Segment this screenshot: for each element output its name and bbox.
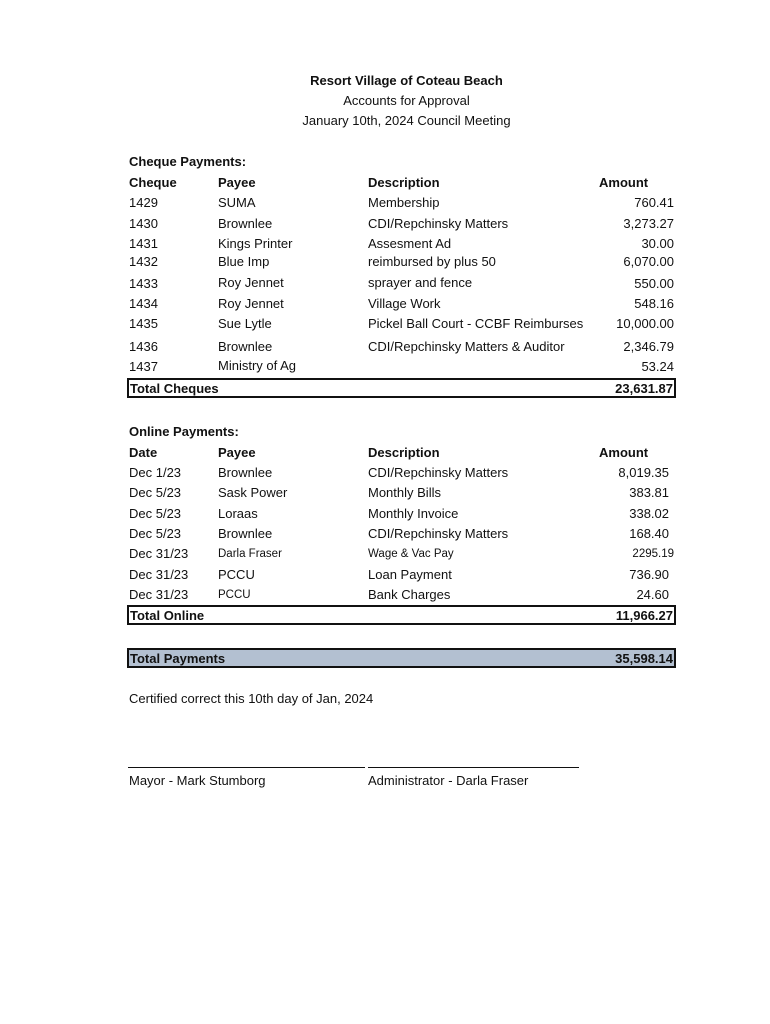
- online-description: Wage & Vac Pay: [368, 548, 454, 560]
- total-payments-label: Total Payments: [130, 651, 226, 666]
- cheque-number: 1432: [129, 254, 158, 269]
- cheque-payee: Roy Jennet: [218, 275, 284, 290]
- online-payee: Loraas: [218, 506, 258, 521]
- description-column-header: Description: [368, 445, 440, 460]
- cheque-description: reimbursed by plus 50: [368, 254, 496, 269]
- date-column-header: Date: [129, 445, 158, 460]
- cheque-amount: 2,346.79: [623, 339, 674, 354]
- cheque-payee: Blue Imp: [218, 254, 270, 269]
- cheque-description: Membership: [368, 195, 440, 210]
- total-online-label: Total Online: [130, 608, 205, 623]
- document-subtitle: Accounts for Approval: [343, 93, 470, 108]
- online-description: Loan Payment: [368, 567, 452, 582]
- online-description: CDI/Repchinsky Matters: [368, 526, 509, 541]
- online-amount: 8,019.35: [618, 465, 669, 480]
- certification-statement: Certified correct this 10th day of Jan, 2024: [129, 691, 374, 706]
- cheque-amount: 3,273.27: [623, 216, 674, 231]
- cheque-number: 1431: [129, 236, 158, 251]
- mayor-signature-label: Mayor - Mark Stumborg: [129, 773, 266, 788]
- online-payee: PCCU: [218, 589, 251, 601]
- cheque-amount: 760.41: [634, 195, 674, 210]
- total-payments-value: 35,598.14: [615, 651, 673, 666]
- cheque-payee: Roy Jennet: [218, 296, 284, 311]
- payment-date: Dec 5/23: [129, 506, 182, 521]
- cheque-description: Village Work: [368, 296, 441, 311]
- online-payee: Sask Power: [218, 485, 288, 500]
- meeting-date: January 10th, 2024 Council Meeting: [302, 113, 511, 128]
- administrator-signature-line: [368, 767, 579, 768]
- online-amount: 168.40: [629, 526, 669, 541]
- payment-date: Dec 31/23: [129, 587, 189, 602]
- payment-date: Dec 5/23: [129, 485, 182, 500]
- online-payee: Brownlee: [218, 465, 273, 480]
- cheque-amount: 53.24: [641, 359, 674, 374]
- cheque-description: Pickel Ball Court - CCBF Reimburses: [368, 316, 584, 331]
- payment-date: Dec 5/23: [129, 526, 182, 541]
- cheque-number: 1437: [129, 359, 158, 374]
- mayor-signature-line: [128, 767, 365, 768]
- cheque-amount: 550.00: [634, 276, 674, 291]
- payee-column-header: Payee: [218, 175, 256, 190]
- cheque-payee: Brownlee: [218, 216, 273, 231]
- cheque-column-header: Cheque: [129, 175, 177, 190]
- online-amount: 736.90: [629, 567, 669, 582]
- total-online-row: [127, 605, 676, 625]
- total-cheques-value: 23,631.87: [615, 381, 673, 396]
- cheque-amount: 548.16: [634, 296, 674, 311]
- cheque-number: 1436: [129, 339, 158, 354]
- cheque-description: sprayer and fence: [368, 275, 473, 290]
- cheque-description: CDI/Repchinsky Matters: [368, 216, 509, 231]
- cheque-payee: SUMA: [218, 195, 256, 210]
- online-amount: 24.60: [636, 587, 669, 602]
- online-description: Bank Charges: [368, 587, 451, 602]
- online-payee: PCCU: [218, 567, 255, 582]
- cheque-payee: Ministry of Ag: [218, 358, 297, 373]
- document-title: Resort Village of Coteau Beach: [310, 73, 503, 88]
- online-description: Monthly Invoice: [368, 506, 459, 521]
- payment-date: Dec 1/23: [129, 465, 182, 480]
- cheque-section-label: Cheque Payments:: [129, 154, 247, 169]
- cheque-payee: Brownlee: [218, 339, 273, 354]
- cheque-amount: 10,000.00: [616, 316, 674, 331]
- cheque-number: 1433: [129, 276, 158, 291]
- cheque-amount: 6,070.00: [623, 254, 674, 269]
- online-section-label: Online Payments:: [129, 424, 239, 439]
- total-online-value: 11,966.27: [615, 608, 673, 623]
- cheque-payee: Sue Lytle: [218, 316, 272, 331]
- online-payee: Brownlee: [218, 526, 273, 541]
- online-description: Monthly Bills: [368, 485, 441, 500]
- cheque-amount: 30.00: [641, 236, 674, 251]
- amount-column-header: Amount: [599, 445, 649, 460]
- description-column-header: Description: [368, 175, 440, 190]
- total-cheques-row: [127, 378, 676, 398]
- payment-date: Dec 31/23: [129, 546, 189, 561]
- cheque-payee: Kings Printer: [218, 236, 293, 251]
- cheque-number: 1435: [129, 316, 158, 331]
- cheque-description: Assesment Ad: [368, 236, 452, 251]
- cheque-number: 1429: [129, 195, 158, 210]
- total-cheques-label: Total Cheques: [130, 381, 219, 396]
- payment-date: Dec 31/23: [129, 567, 189, 582]
- online-amount: 2295.19: [632, 548, 674, 560]
- total-payments-row: [127, 648, 676, 668]
- online-description: CDI/Repchinsky Matters: [368, 465, 509, 480]
- online-amount: 383.81: [629, 485, 669, 500]
- online-payee: Darla Fraser: [218, 548, 282, 560]
- cheque-description: CDI/Repchinsky Matters & Auditor: [368, 339, 565, 354]
- payee-column-header: Payee: [218, 445, 256, 460]
- online-amount: 338.02: [629, 506, 669, 521]
- cheque-number: 1434: [129, 296, 158, 311]
- administrator-signature-label: Administrator - Darla Fraser: [368, 773, 529, 788]
- cheque-number: 1430: [129, 216, 158, 231]
- amount-column-header: Amount: [599, 175, 649, 190]
